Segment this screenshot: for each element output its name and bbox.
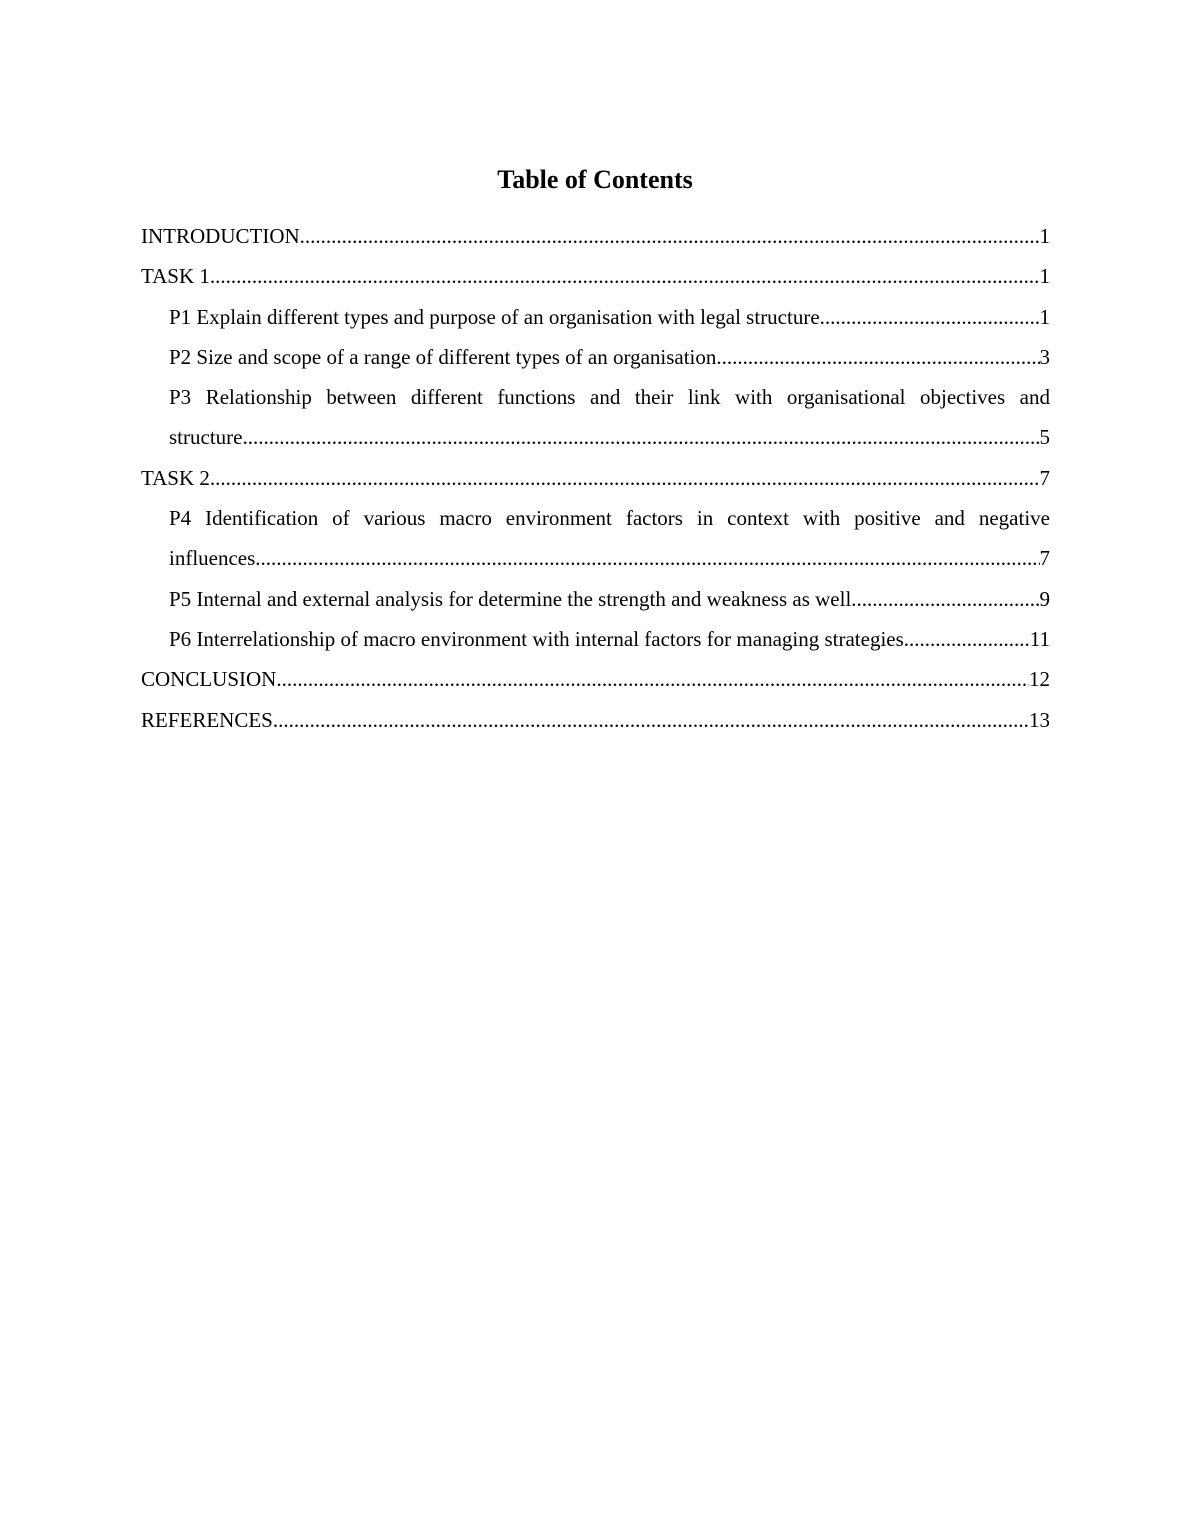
toc-page-number: 12 [1029, 667, 1050, 692]
toc-entry-label-line-1: P3 Relationship between different functions and their link with organisational objectives and [169, 385, 1050, 410]
toc-page-number: 7 [1039, 465, 1050, 490]
toc-entry-label: P1 Explain different types and purpose of an organisation with legal structure [169, 304, 820, 329]
toc-entry-label: P6 Interrelationship of macro environment with internal factors for managing strategies [169, 626, 904, 651]
dot-leader [255, 538, 1039, 578]
toc-entry-label-line-2: structure [169, 425, 243, 450]
toc-entry-p2[interactable] [141, 337, 1050, 377]
toc-entry-label: REFERENCES [141, 707, 273, 732]
toc-page-number: 1 [1039, 224, 1050, 248]
toc-entry-label: P5 Internal and external analysis for determine the strength and weakness as well [169, 586, 852, 611]
dot-leader [273, 700, 1029, 740]
toc-page-number: 3 [1039, 344, 1050, 369]
dot-leader [276, 659, 1029, 699]
toc-entry-p6[interactable] [141, 619, 1050, 659]
toc-entry-label: TASK 1 [141, 264, 210, 289]
toc-page-number: 1 [1039, 264, 1050, 289]
toc-entry-conclusion[interactable] [141, 659, 1050, 699]
toc-page-number: 1 [1039, 304, 1050, 329]
toc-entry-p4[interactable] [141, 498, 1050, 579]
toc-entry-label: CONCLUSION [141, 667, 277, 692]
toc-entry-task-1[interactable] [141, 256, 1050, 296]
toc-page-number: 5 [1039, 425, 1050, 450]
toc-entry-label: INTRODUCTION [141, 224, 300, 248]
toc-entry-label: P2 Size and scope of a range of different types of an organisation [169, 344, 717, 369]
toc-entry-label: TASK 2 [141, 465, 210, 490]
toc-entry-task-2[interactable] [141, 458, 1050, 498]
toc-entry-p5[interactable] [141, 579, 1050, 619]
toc-page-number: 9 [1039, 586, 1050, 611]
dot-leader [210, 458, 1040, 498]
toc-title: Table of Contents [497, 165, 693, 194]
toc-entry-label-line-2: influences [169, 546, 256, 571]
dot-leader [904, 619, 1030, 659]
dot-leader [716, 337, 1039, 377]
dot-leader [242, 417, 1039, 457]
dot-leader [820, 297, 1040, 337]
toc-entry-label-line-1: P4 Identification of various macro environment factors in context with positive and negative [169, 506, 1050, 531]
table-of-contents [141, 216, 1050, 740]
dot-leader [210, 256, 1040, 296]
toc-page-number: 13 [1029, 707, 1050, 732]
toc-entry-p3[interactable] [141, 377, 1050, 458]
toc-page-number: 11 [1029, 626, 1050, 651]
toc-entry-introduction[interactable] [141, 216, 1050, 256]
dot-leader [851, 579, 1039, 619]
toc-page-number: 7 [1039, 546, 1050, 571]
dot-leader [300, 216, 1040, 256]
toc-entry-references[interactable] [141, 700, 1050, 740]
toc-entry-p1[interactable] [141, 297, 1050, 337]
